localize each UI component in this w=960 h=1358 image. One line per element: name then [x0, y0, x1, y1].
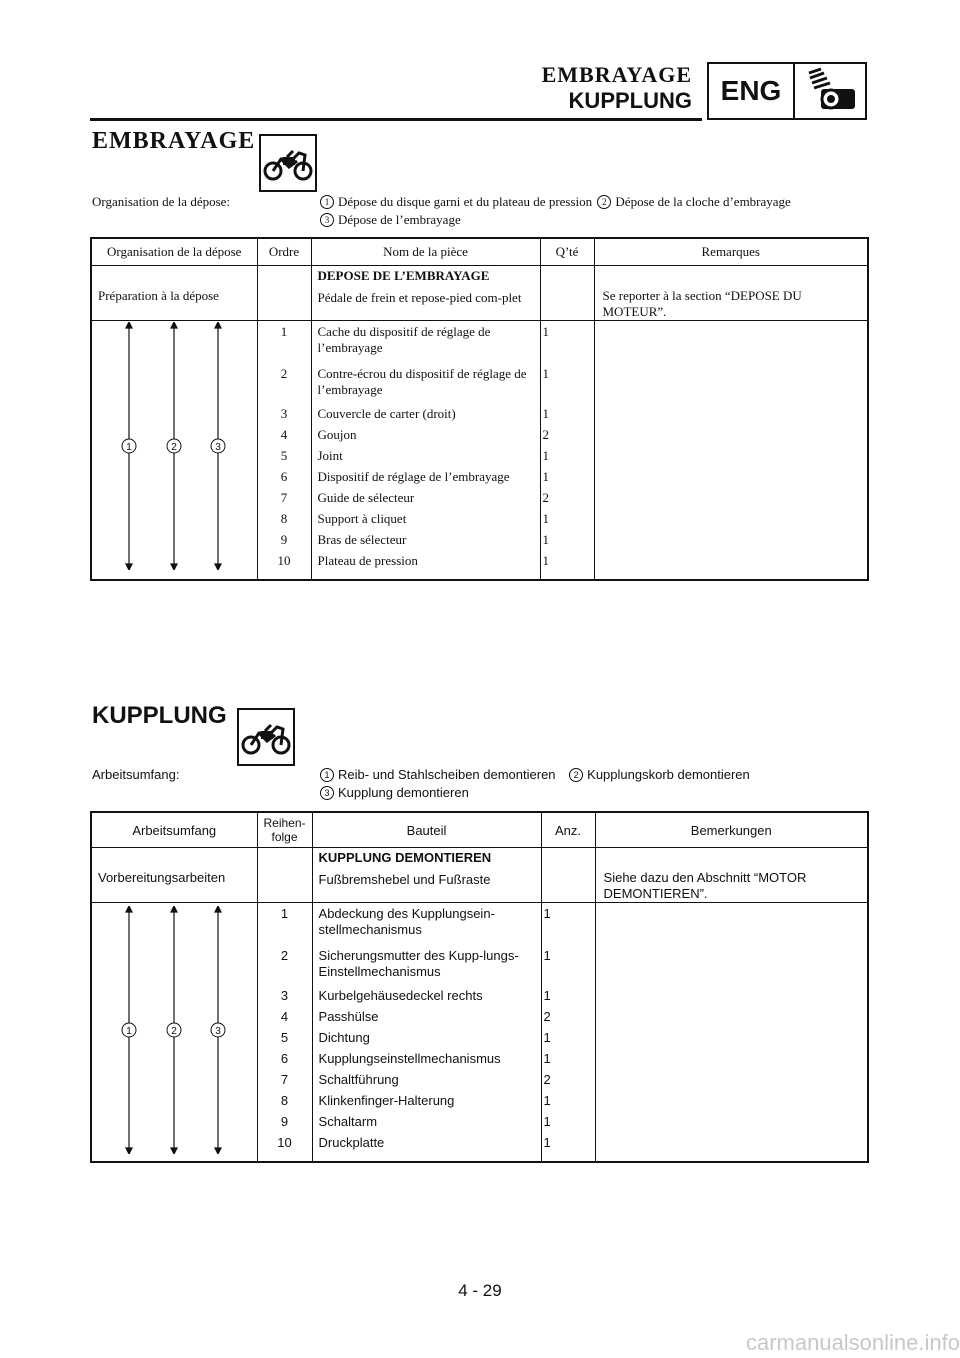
qty-cell: 1 — [542, 511, 549, 526]
part-name: Contre-écrou du dispositif de réglage de l’embrayage — [317, 366, 527, 397]
flow-arrows-de — [110, 906, 240, 1154]
prep-part: Pédale de frein et repose-pied com-plet — [317, 290, 522, 305]
qty-cell: 2 — [543, 1009, 551, 1024]
part-name: Abdeckung des Kupplungsein-stellmechanismus — [318, 906, 495, 937]
part-name: Druckplatte — [318, 1135, 385, 1150]
scope-text-fr — [320, 193, 860, 229]
scope-item: Kupplungskorb demontieren — [587, 767, 750, 782]
step-number: 3 — [320, 213, 334, 227]
step-number: 2 — [569, 768, 583, 782]
qty-cell: 1 — [543, 1051, 551, 1066]
part-name: Plateau de pression — [317, 553, 418, 568]
part-name: Kurbelgehäusedeckel rechts — [318, 988, 483, 1003]
col-header: Anz. — [541, 812, 595, 848]
order-cell: 9 — [280, 1114, 289, 1129]
prep-remark: Siehe dazu den Abschnitt “MOTOR DEMONTIEREN”. — [603, 870, 807, 901]
order-cell: 8 — [280, 1093, 289, 1108]
section-heading: KUPPLUNG DEMONTIEREN — [318, 850, 492, 865]
part-name: Sicherungsmutter des Kupp-lungs-Einstellmechanismus — [318, 948, 519, 979]
engine-piston-icon — [795, 64, 865, 118]
prep-part: Fußbremshebel und Fußraste — [318, 872, 491, 887]
part-name: Support à cliquet — [317, 511, 407, 526]
step-number: 3 — [215, 1026, 221, 1037]
qty-cell: 1 — [543, 1093, 551, 1108]
qty-cell: 1 — [543, 1135, 551, 1150]
qty-cell: 1 — [542, 366, 549, 381]
step-number: 1 — [320, 768, 334, 782]
scope-item: Dépose du disque garni et du plateau de pression — [338, 194, 593, 209]
step-number: 1 — [320, 195, 334, 209]
qty-cell: 2 — [542, 427, 549, 442]
part-name: Cache du dispositif de réglage de l’embrayage — [317, 324, 491, 355]
order-cell: 1 — [280, 324, 288, 339]
order-cell: 8 — [280, 511, 288, 526]
order-cell: 5 — [280, 448, 288, 463]
step-number: 2 — [597, 195, 611, 209]
prep-label: Vorbereitungsarbeiten — [98, 870, 226, 885]
qty-cell: 2 — [543, 1072, 551, 1087]
watermark: carmanualsonline.info — [745, 1330, 960, 1355]
header-title-de: KUPPLUNG — [568, 88, 692, 113]
eng-badge — [707, 62, 867, 120]
qty-cell: 1 — [542, 553, 549, 568]
section-heading: DEPOSE DE L’EMBRAYAGE — [317, 268, 490, 283]
col-header: Ordre — [257, 238, 311, 266]
order-cell: 3 — [280, 988, 289, 1003]
qty-cell: 1 — [543, 988, 551, 1003]
step-number: 1 — [126, 442, 132, 453]
scope-item: Dépose de l’embrayage — [338, 212, 461, 227]
order-cell: 5 — [280, 1030, 289, 1045]
order-cell: 1 — [280, 906, 289, 921]
order-cell: 10 — [277, 553, 291, 568]
col-header: Bemerkungen — [595, 812, 868, 848]
qty-cell: 1 — [543, 948, 551, 963]
order-cell: 2 — [280, 366, 288, 381]
qty-cell: 1 — [543, 1030, 551, 1045]
scope-item: Kupplung demontieren — [338, 785, 469, 800]
qty-cell: 1 — [543, 906, 551, 921]
part-name: Kupplungseinstellmechanismus — [318, 1051, 501, 1066]
order-cell: 10 — [277, 1135, 292, 1150]
part-name: Goujon — [317, 427, 357, 442]
col-header: Q’té — [540, 238, 594, 266]
part-name: Bras de sélecteur — [317, 532, 407, 547]
prep-remark: Se reporter à la section “DEPOSE DU MOTEUR”. — [602, 288, 802, 319]
scope-item: Reib- und Stahlscheiben demontieren — [338, 767, 556, 782]
part-name: Dispositif de réglage de l’embrayage — [317, 469, 510, 484]
qty-cell: 1 — [543, 1114, 551, 1129]
eng-label: ENG — [709, 64, 795, 118]
order-cell: 4 — [280, 427, 288, 442]
part-name: Joint — [317, 448, 343, 463]
page-number: 4 - 29 — [458, 1281, 502, 1300]
scope-item: Dépose de la cloche d’embrayage — [615, 194, 791, 209]
step-number: 3 — [215, 442, 221, 453]
part-name: Dichtung — [318, 1030, 370, 1045]
order-cell: 6 — [280, 1051, 289, 1066]
qty-cell: 1 — [542, 324, 549, 339]
motorcycle-icon — [237, 708, 295, 766]
col-header: Organisation de la dépose — [91, 238, 257, 266]
col-header: Reihen-folge — [257, 812, 312, 848]
flow-arrows-fr — [110, 322, 240, 570]
part-name: Couvercle de carter (droit) — [317, 406, 456, 421]
order-cell: 4 — [280, 1009, 289, 1024]
order-cell: 7 — [280, 490, 288, 505]
scope-text-de — [320, 766, 860, 802]
col-header: Bauteil — [312, 812, 541, 848]
motorcycle-icon — [259, 134, 317, 192]
qty-cell: 1 — [542, 469, 549, 484]
order-cell: 9 — [280, 532, 288, 547]
col-header: Remarques — [594, 238, 868, 266]
part-name: Klinkenfinger-Halterung — [318, 1093, 455, 1108]
header-rule — [90, 118, 702, 121]
header-title-fr: EMBRAYAGE — [541, 62, 692, 87]
qty-cell: 1 — [542, 406, 549, 421]
col-header: Arbeitsumfang — [91, 812, 257, 848]
part-name: Schaltarm — [318, 1114, 378, 1129]
qty-cell: 2 — [542, 490, 549, 505]
qty-cell: 1 — [542, 448, 549, 463]
scope-label-de: Arbeitsumfang: — [92, 767, 180, 782]
order-cell: 3 — [280, 406, 288, 421]
prep-label: Préparation à la dépose — [98, 288, 219, 303]
section-title-fr: EMBRAYAGE — [92, 128, 256, 154]
col-header: Nom de la pièce — [311, 238, 540, 266]
order-cell: 6 — [280, 469, 288, 484]
order-cell: 7 — [280, 1072, 289, 1087]
step-number: 1 — [126, 1026, 132, 1037]
step-number: 2 — [171, 442, 177, 453]
step-number: 2 — [171, 1026, 177, 1037]
qty-cell: 1 — [542, 532, 549, 547]
part-name: Schaltführung — [318, 1072, 399, 1087]
order-cell: 2 — [280, 948, 289, 963]
part-name: Guide de sélecteur — [317, 490, 415, 505]
part-name: Passhülse — [318, 1009, 379, 1024]
scope-label-fr: Organisation de la dépose: — [92, 194, 231, 209]
section-title-de: KUPPLUNG — [92, 702, 227, 729]
step-number: 3 — [320, 786, 334, 800]
